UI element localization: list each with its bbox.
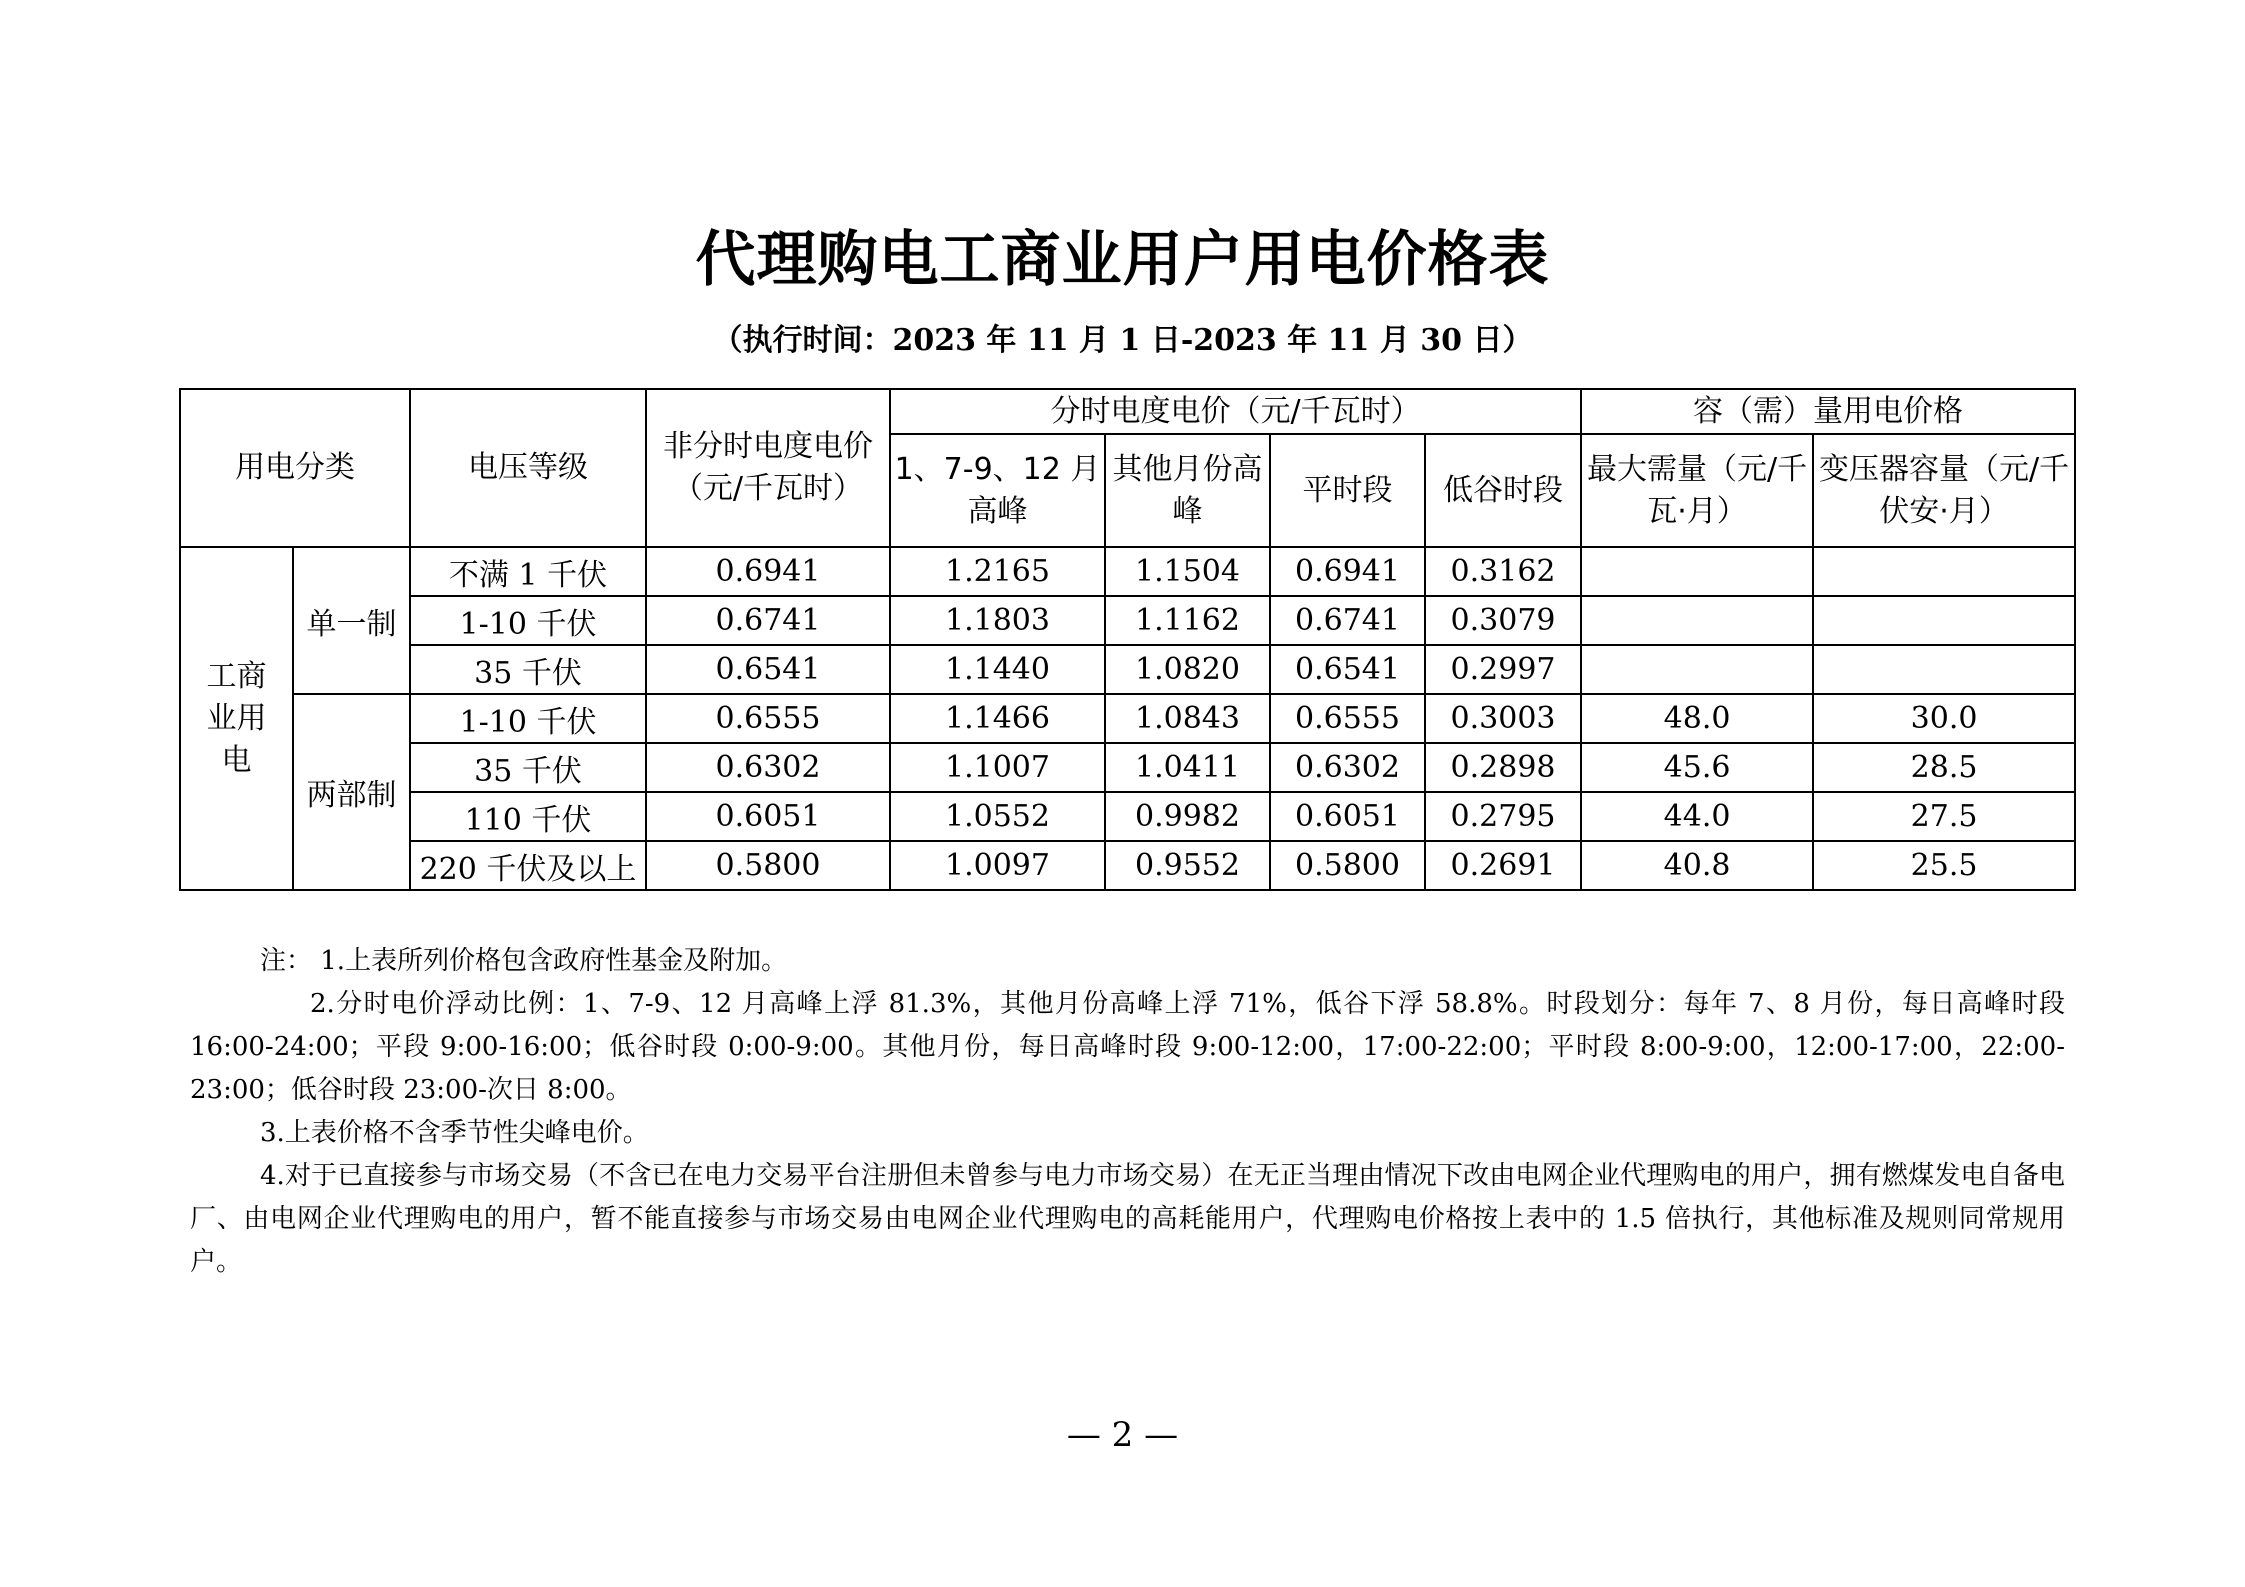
header-valley: 低谷时段 <box>1425 434 1581 547</box>
notes-section <box>190 940 2065 1284</box>
valley-cell: 0.3079 <box>1425 596 1581 645</box>
demand-cell <box>1581 547 1813 596</box>
non-tou-cell: 0.6051 <box>646 792 890 841</box>
peak2-cell: 1.0411 <box>1105 743 1270 792</box>
peak2-cell: 1.0843 <box>1105 694 1270 743</box>
demand-cell: 44.0 <box>1581 792 1813 841</box>
voltage-cell: 35 千伏 <box>410 743 646 792</box>
transformer-cell <box>1813 645 2075 694</box>
page-title: 代理购电工商业用户用电价格表 <box>695 225 1550 295</box>
voltage-cell: 220 千伏及以上 <box>410 841 646 890</box>
flat-cell: 0.6541 <box>1270 645 1425 694</box>
transformer-cell <box>1813 596 2075 645</box>
non-tou-cell: 0.5800 <box>646 841 890 890</box>
header-capacity-group: 容（需）量用电价格 <box>1581 389 2075 434</box>
peak2-cell: 1.0820 <box>1105 645 1270 694</box>
demand-cell <box>1581 596 1813 645</box>
demand-cell: 48.0 <box>1581 694 1813 743</box>
valley-cell: 0.3162 <box>1425 547 1581 596</box>
transformer-cell: 25.5 <box>1813 841 2075 890</box>
flat-cell: 0.6941 <box>1270 547 1425 596</box>
non-tou-cell: 0.6941 <box>646 547 890 596</box>
peak1-cell: 1.1466 <box>890 694 1105 743</box>
peak2-cell: 0.9982 <box>1105 792 1270 841</box>
table-row <box>180 743 2075 792</box>
peak1-cell: 1.1440 <box>890 645 1105 694</box>
header-max-demand: 最大需量（元/千瓦·月） <box>1581 434 1813 547</box>
table-row <box>180 596 2075 645</box>
effective-period: （执行时间：2023 年 11 月 1 日-2023 年 11 月 30 日） <box>712 323 1533 358</box>
transformer-cell <box>1813 547 2075 596</box>
valley-cell: 0.2795 <box>1425 792 1581 841</box>
flat-cell: 0.5800 <box>1270 841 1425 890</box>
peak1-cell: 1.0097 <box>890 841 1105 890</box>
note-2: 2.分时电价浮动比例：1、7-9、12 月高峰上浮 81.3%，其他月份高峰上浮 71%，低谷下浮 58.8%。时段划分：每年 7、8 月份，每日高峰时段 16:00-24:00；平段 9:00-16:00；低谷时段 0:00-9:00。其他月份，每日高峰时段 9:00-12:00，17:00-22:00；平时段 8:00-9:00，12:00-17:00，22:00-23:00；低谷时段 23:00-次日 8:00。 <box>190 989 2065 1105</box>
peak2-cell: 0.9552 <box>1105 841 1270 890</box>
header-voltage: 电压等级 <box>410 389 646 547</box>
peak1-cell: 1.2165 <box>890 547 1105 596</box>
peak1-cell: 1.1007 <box>890 743 1105 792</box>
transformer-cell: 27.5 <box>1813 792 2075 841</box>
peak1-cell: 1.0552 <box>890 792 1105 841</box>
table-row <box>180 792 2075 841</box>
valley-cell: 0.3003 <box>1425 694 1581 743</box>
valley-cell: 0.2691 <box>1425 841 1581 890</box>
non-tou-cell: 0.6741 <box>646 596 890 645</box>
demand-cell: 40.8 <box>1581 841 1813 890</box>
note-1: 注： 1.上表所列价格包含政府性基金及附加。 <box>260 946 788 976</box>
flat-cell: 0.6051 <box>1270 792 1425 841</box>
group-two-part: 两部制 <box>293 694 410 890</box>
page-number: — 2 — <box>1066 1415 1179 1455</box>
note-4: 4.对于已直接参与市场交易（不含已在电力交易平台注册但未曾参与电力市场交易）在无正当理由情况下改由电网企业代理购电的用户，拥有燃煤发电自备电厂、由电网企业代理购电的用户，暂不能直接参与市场交易由电网企业代理购电的高耗能用户，代理购电价格按上表中的 1.5 倍执行，其他标准及规则同常规用户。 <box>190 1161 2065 1277</box>
category-label: 工商业用电 <box>180 547 293 890</box>
table-row <box>180 645 2075 694</box>
table-row <box>180 841 2075 890</box>
header-category: 用电分类 <box>180 389 410 547</box>
non-tou-cell: 0.6555 <box>646 694 890 743</box>
demand-cell <box>1581 645 1813 694</box>
header-non-tou: 非分时电度电价（元/千瓦时） <box>646 389 890 547</box>
flat-cell: 0.6555 <box>1270 694 1425 743</box>
valley-cell: 0.2898 <box>1425 743 1581 792</box>
header-transformer: 变压器容量（元/千伏安·月） <box>1813 434 2075 547</box>
transformer-cell: 30.0 <box>1813 694 2075 743</box>
voltage-cell: 1-10 千伏 <box>410 596 646 645</box>
non-tou-cell: 0.6541 <box>646 645 890 694</box>
header-peak-1-7-9-12: 1、7-9、12 月高峰 <box>890 434 1105 547</box>
header-flat: 平时段 <box>1270 434 1425 547</box>
flat-cell: 0.6302 <box>1270 743 1425 792</box>
voltage-cell: 1-10 千伏 <box>410 694 646 743</box>
note-3: 3.上表价格不含季节性尖峰电价。 <box>260 1118 649 1148</box>
peak2-cell: 1.1504 <box>1105 547 1270 596</box>
transformer-cell: 28.5 <box>1813 743 2075 792</box>
non-tou-cell: 0.6302 <box>646 743 890 792</box>
peak2-cell: 1.1162 <box>1105 596 1270 645</box>
flat-cell: 0.6741 <box>1270 596 1425 645</box>
table-row <box>180 547 2075 596</box>
group-single: 单一制 <box>293 547 410 694</box>
table-row <box>180 694 2075 743</box>
valley-cell: 0.2997 <box>1425 645 1581 694</box>
demand-cell: 45.6 <box>1581 743 1813 792</box>
header-peak-other: 其他月份高峰 <box>1105 434 1270 547</box>
voltage-cell: 110 千伏 <box>410 792 646 841</box>
header-tou-group: 分时电度电价（元/千瓦时） <box>890 389 1581 434</box>
peak1-cell: 1.1803 <box>890 596 1105 645</box>
price-table <box>179 388 2076 891</box>
voltage-cell: 35 千伏 <box>410 645 646 694</box>
voltage-cell: 不满 1 千伏 <box>410 547 646 596</box>
